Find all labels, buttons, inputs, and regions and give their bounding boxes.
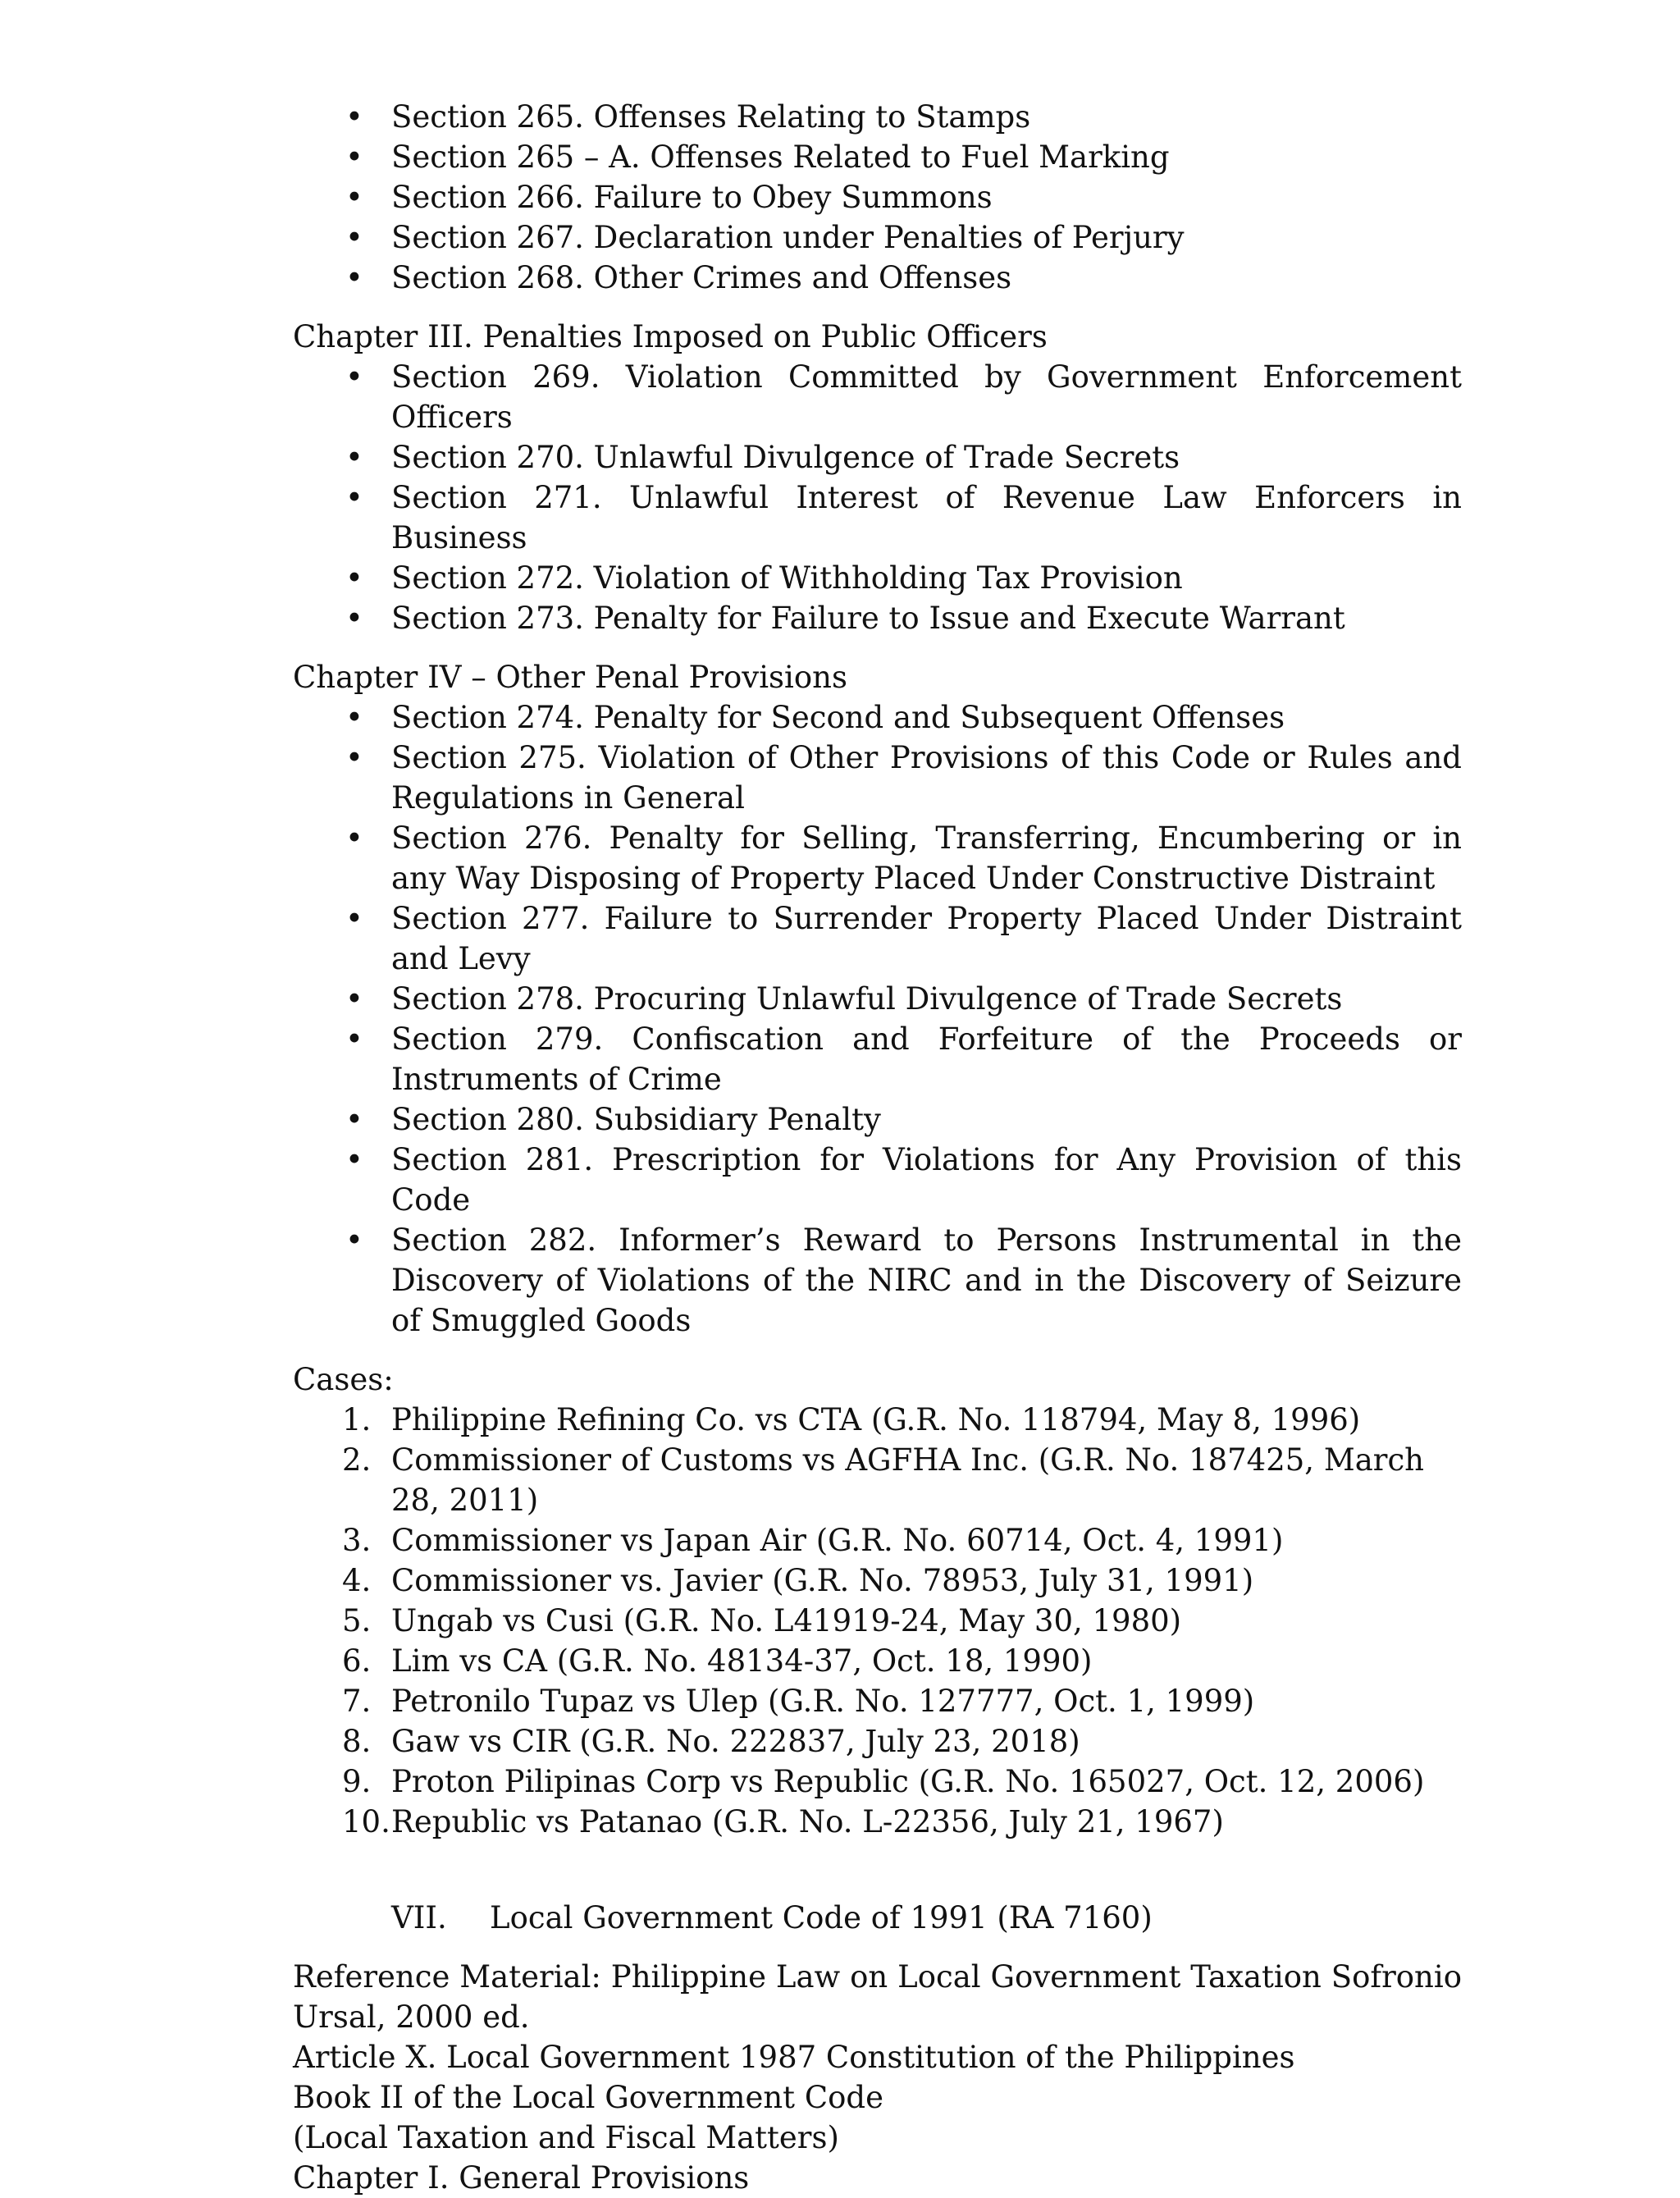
case-title: Gaw vs CIR (G.R. No. 222837, July 23, 2018) [391, 1724, 1080, 1759]
list-item: • Section 281. Prescription for Violations for Any Provision of this Code [293, 1140, 1462, 1220]
case-title: Commissioner vs. Javier (G.R. No. 78953, July 31, 1991) [391, 1563, 1254, 1598]
list-item: • Section 267. Declaration under Penalties of Perjury [293, 217, 1462, 258]
part-title: Local Government Code of 1991 (RA 7160) [490, 1900, 1153, 1935]
case-item [293, 1802, 1462, 1842]
case-number: 5. [342, 1603, 372, 1638]
list-item: • Section 273. Penalty for Failure to Issue and Execute Warrant [293, 598, 1462, 638]
list-item: • Section 277. Failure to Surrender Property Placed Under Distraint and Levy [293, 898, 1462, 979]
case-item [293, 1721, 1462, 1762]
case-item [293, 1762, 1462, 1802]
reference-line: Chapter I. General Provisions [293, 2160, 750, 2196]
chapter-3-heading: Chapter III. Penalties Imposed on Public Officers [293, 319, 1048, 354]
case-item [293, 1601, 1462, 1641]
list-item: • Section 274. Penalty for Second and Subsequent Offenses [293, 697, 1462, 738]
case-title: Republic vs Patanao (G.R. No. L-22356, July 21, 1967) [391, 1804, 1224, 1839]
case-title: Petronilo Tupaz vs Ulep (G.R. No. 127777, Oct. 1, 1999) [391, 1684, 1255, 1719]
document-page [293, 97, 1462, 2198]
case-title: Ungab vs Cusi (G.R. No. L41919-24, May 30, 1980) [391, 1603, 1182, 1638]
case-title: Lim vs CA (G.R. No. 48134-37, Oct. 18, 1990) [391, 1643, 1093, 1679]
case-number: 6. [342, 1643, 372, 1679]
cases-heading: Cases: [293, 1362, 394, 1397]
part-7-heading [293, 1898, 1462, 1938]
case-item [293, 1520, 1462, 1561]
part-numeral: VII. [391, 1900, 447, 1935]
list-item: • Section 279. Confiscation and Forfeiture of the Proceeds or Instruments of Crime [293, 1019, 1462, 1099]
reference-line: (Local Taxation and Fiscal Matters) [293, 2120, 839, 2155]
list-item: • Section 278. Procuring Unlawful Divulgence of Trade Secrets [293, 979, 1462, 1019]
chapter-4-section-list [293, 697, 1462, 1341]
list-item: • Section 270. Unlawful Divulgence of Trade Secrets [293, 437, 1462, 478]
list-item: • Section 271. Unlawful Interest of Revenue Law Enforcers in Business [293, 478, 1462, 558]
case-number: 9. [342, 1764, 372, 1799]
chapter-3-section-list [293, 357, 1462, 638]
list-item: • Section 276. Penalty for Selling, Transferring, Encumbering or in any Way Disposing of Property Placed Under Constructive Distraint [293, 818, 1462, 898]
case-title: Philippine Refining Co. vs CTA (G.R. No. 118794, May 8, 1996) [391, 1402, 1361, 1437]
case-number: 10. [342, 1804, 390, 1839]
case-title: Proton Pilipinas Corp vs Republic (G.R. No. 165027, Oct. 12, 2006) [391, 1764, 1425, 1799]
case-title: Commissioner vs Japan Air (G.R. No. 60714, Oct. 4, 1991) [391, 1523, 1284, 1558]
case-number: 2. [342, 1442, 372, 1478]
case-number: 1. [342, 1402, 372, 1437]
case-number: 7. [342, 1684, 372, 1719]
list-item: • Section 265. Offenses Relating to Stamps [293, 97, 1462, 137]
reference-line: Article X. Local Government 1987 Constitution of the Philippines [293, 2040, 1295, 2075]
case-item [293, 1561, 1462, 1601]
list-item: • Section 280. Subsidiary Penalty [293, 1099, 1462, 1140]
reference-material: Reference Material: Philippine Law on Local Government Taxation Sofronio Ursal, 2000 ed. [293, 1959, 1462, 2035]
list-item: • Section 266. Failure to Obey Summons [293, 177, 1462, 217]
case-number: 4. [342, 1563, 372, 1598]
case-item [293, 1400, 1462, 1440]
case-item [293, 1641, 1462, 1681]
list-item: • Section 282. Informer’s Reward to Persons Instrumental in the Discovery of Violations of the NIRC and in the Discovery of Seizure of Smuggled Goods [293, 1220, 1462, 1341]
list-item: • Section 269. Violation Committed by Government Enforcement Officers [293, 357, 1462, 437]
chapter-4-heading: Chapter IV – Other Penal Provisions [293, 660, 847, 695]
case-title: Commissioner of Customs vs AGFHA Inc. (G.R. No. 187425, March 28, 2011) [391, 1442, 1425, 1518]
list-item: • Section 268. Other Crimes and Offenses [293, 258, 1462, 298]
top-section-list [293, 97, 1462, 298]
case-item [293, 1440, 1462, 1520]
list-item: • Section 275. Violation of Other Provisions of this Code or Rules and Regulations in General [293, 738, 1462, 818]
case-item [293, 1681, 1462, 1721]
case-number: 3. [342, 1523, 372, 1558]
list-item: • Section 265 – A. Offenses Related to Fuel Marking [293, 137, 1462, 177]
reference-line: Book II of the Local Government Code [293, 2080, 883, 2115]
list-item: • Section 272. Violation of Withholding Tax Provision [293, 558, 1462, 598]
cases-list [293, 1400, 1462, 1842]
case-number: 8. [342, 1724, 372, 1759]
